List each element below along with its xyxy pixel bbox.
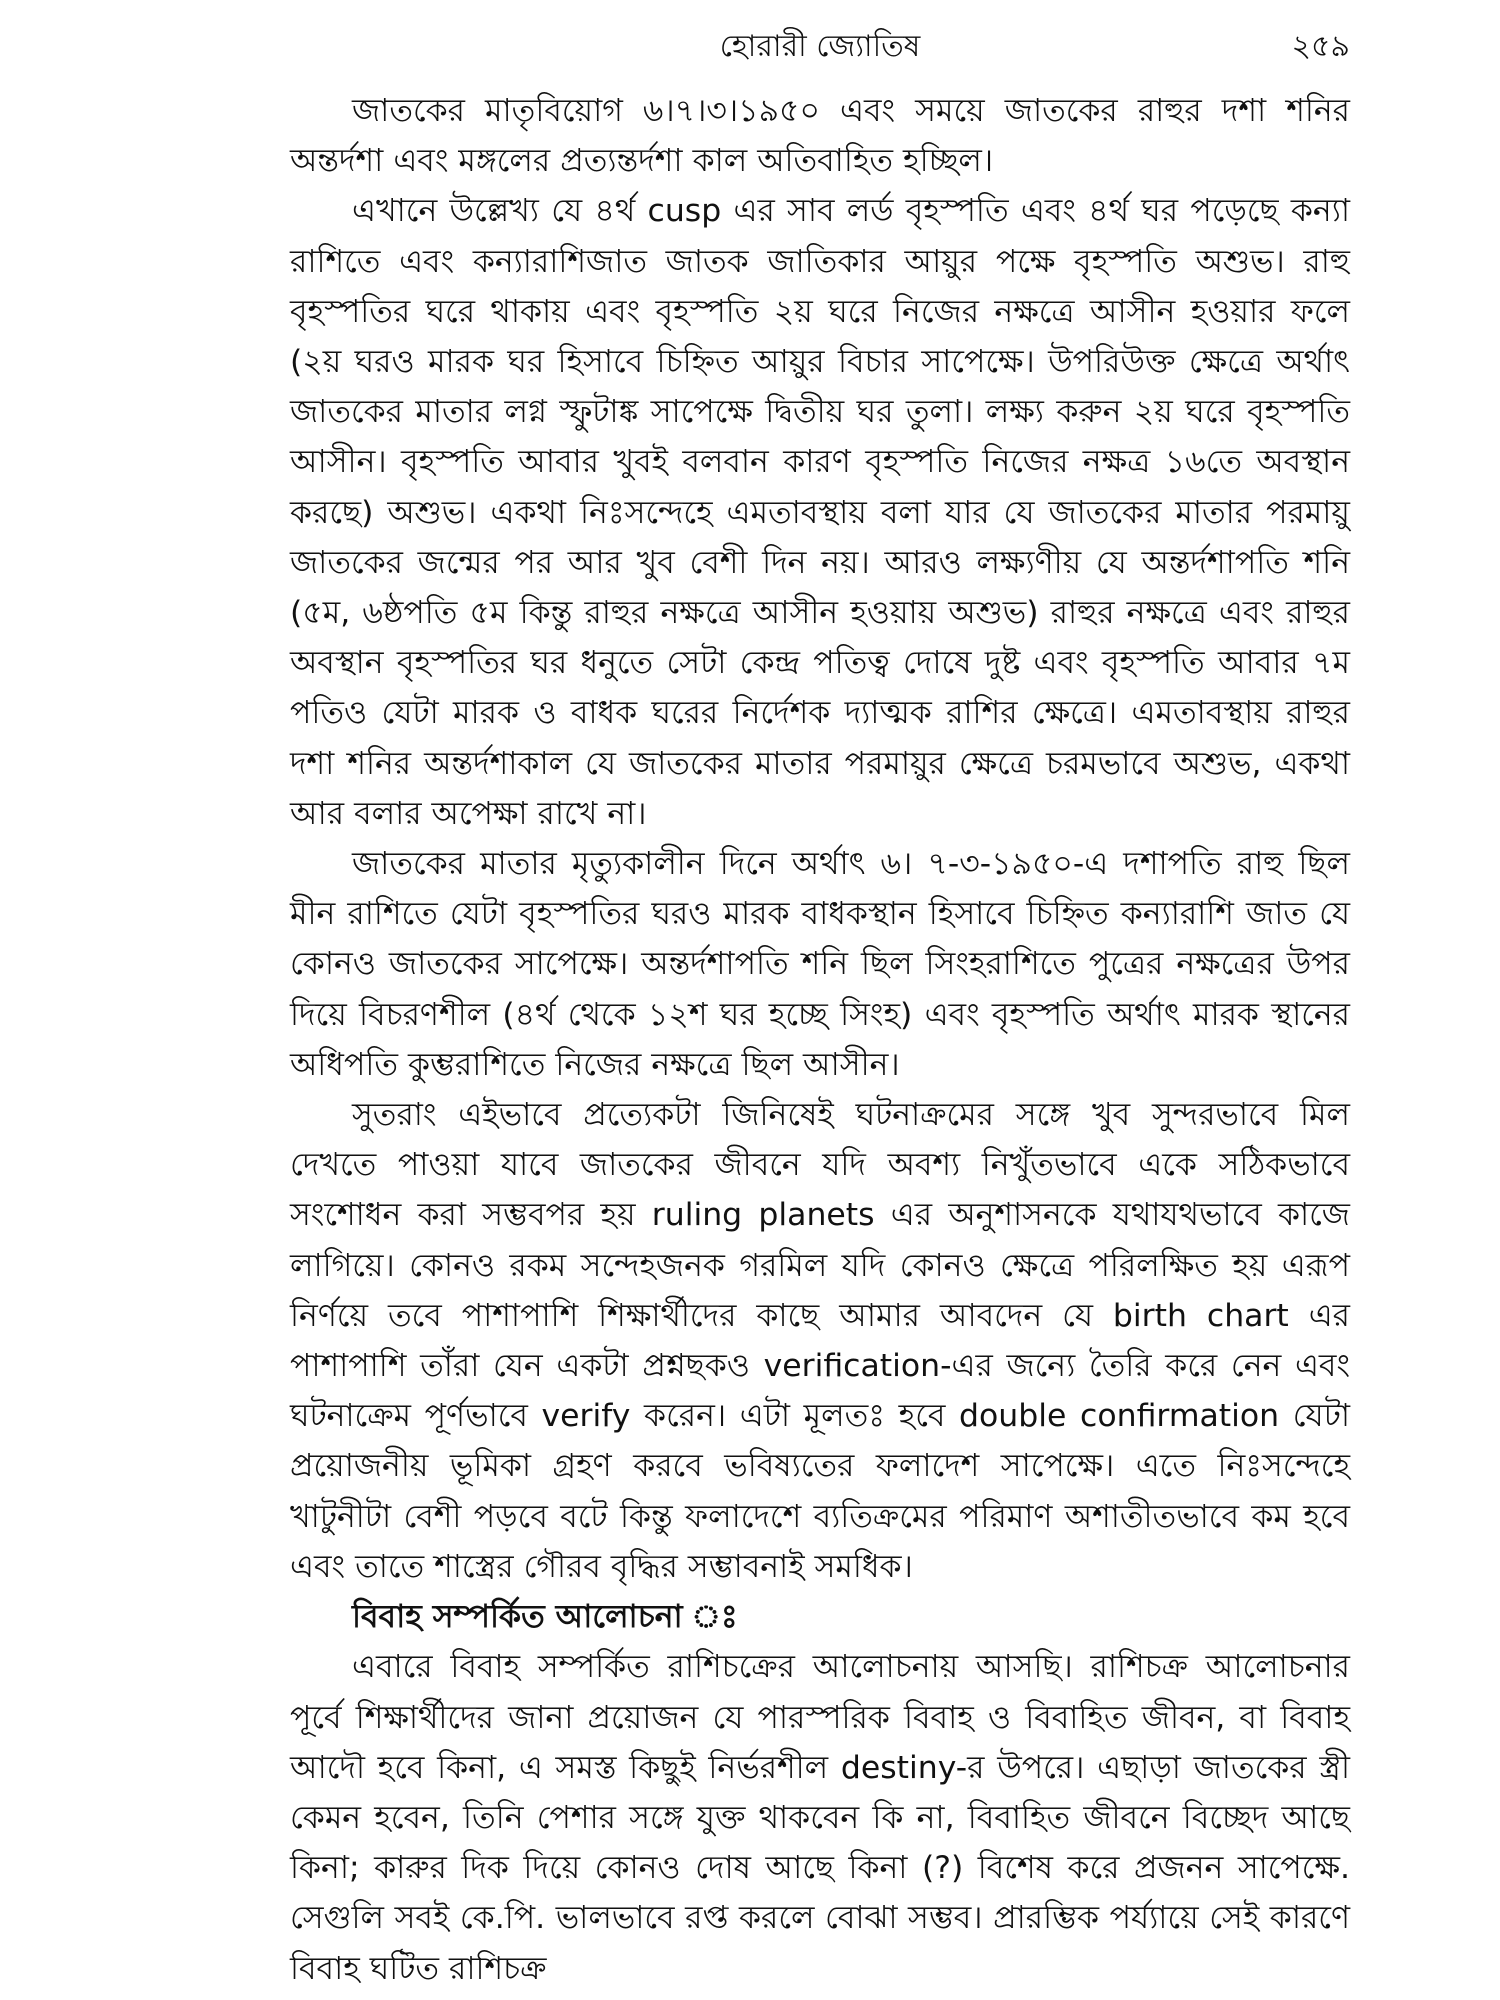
- paragraph: এখানে উল্লেখ্য যে ৪র্থ cusp এর সাব লর্ড বৃহস্পতি এবং ৪র্থ ঘর পড়েছে কন্যা রাশিতে এবং কন্যারাশিজাত জাতক জাতিকার আয়ুর পক্ষে বৃহস্পতি অশুভ। রাহু বৃহস্পতির ঘরে থাকায় এবং বৃহস্পতি ২য় ঘরে নিজের নক্ষত্রে আসীন হওয়ার ফলে (২য় ঘরও মারক ঘর হিসাবে চিহ্নিত আয়ুর বিচার সাপেক্ষে। উপরিউক্ত ক্ষেত্রে অর্থাৎ জাতকের মাতার লগ্ন স্ফুটাঙ্ক সাপেক্ষে দ্বিতীয় ঘর তুলা। লক্ষ্য করুন ২য় ঘরে বৃহস্পতি আসীন। বৃহস্পতি আবার খুবই বলবান কারণ বৃহস্পতি নিজের নক্ষত্র ১৬তে অবস্থান করছে) অশুভ। একথা নিঃসন্দেহে এমতাবস্থায় বলা যার যে জাতকের মাতার পরমায়ু জাতকের জন্মের পর আর খুব বেশী দিন নয়। আরও লক্ষ্যণীয় যে অন্তর্দশাপতি শনি (৫ম, ৬ষ্ঠপতি ৫ম কিন্তু রাহুর নক্ষত্রে আসীন হওয়ায় অশুভ) রাহুর নক্ষত্রে এবং রাহুর অবস্থান বৃহস্পতির ঘর ধনুতে সেটা কেন্দ্র পতিত্ব দোষে দুষ্ট এবং বৃহস্পতি আবার ৭ম পতিও যেটা মারক ও বাধক ঘরের নির্দেশক দ্যাত্মক রাশির ক্ষেত্রে। এমতাবস্থায় রাহুর দশা শনির অন্তর্দশাকাল যে জাতকের মাতার পরমায়ুর ক্ষেত্রে চরমভাবে অশুভ, একথা আর বলার অপেক্ষা রাখে না।: [290, 193, 1350, 832]
- running-header: [290, 22, 1350, 72]
- paragraph: এবারে বিবাহ সম্পর্কিত রাশিচক্রের আলোচনায় আসছি। রাশিচক্র আলোচনার পূর্বে শিক্ষার্থীদের জানা প্রয়োজন যে পারস্পরিক বিবাহ ও বিবাহিত জীবন, বা বিবাহ আদৌ হবে কিনা, এ সমস্ত কিছুই নির্ভরশীল destiny-র উপরে। এছাড়া জাতকের স্ত্রী কেমন হবেন, তিনি পেশার সঙ্গে যুক্ত থাকবেন কি না, বিবাহিত জীবনে বিচ্ছেদ আছে কিনা; কারুর দিক দিয়ে কোনও দোষ আছে কিনা (?) বিশেষ করে প্রজনন সাপেক্ষে. সেগুলি সবই কে.পি. ভালভাবে রপ্ত করলে বোঝা সম্ভব। প্রারম্ভিক পর্য্যায়ে সেই কারণে বিবাহ ঘটিত রাশিচক্র: [290, 1649, 1350, 1987]
- paragraph: জাতকের মাতৃবিয়োগ ৬।৭।৩।১৯৫০ এবং সময়ে জাতকের রাহুর দশা শনির অন্তর্দশা এবং মঙ্গলের প্রত্যন্তর্দশা কাল অতিবাহিত হচ্ছিল।: [290, 93, 1350, 180]
- paragraph: সুতরাং এইভাবে প্রত্যেকটা জিনিষেই ঘটনাক্রমের সঙ্গে খুব সুন্দরভাবে মিল দেখতে পাওয়া যাবে জাতকের জীবনে যদি অবশ্য নিখুঁতভাবে একে সঠিকভাবে সংশোধন করা সম্ভবপর হয় ruling planets এর অনুশাসনকে যথাযথভাবে কাজে লাগিয়ে। কোনও রকম সন্দেহজনক গরমিল যদি কোনও ক্ষেত্রে পরিলক্ষিত হয় এরূপ নির্ণয়ে তবে পাশাপাশি শিক্ষার্থীদের কাছে আমার আবদেন যে birth chart এর পাশাপাশি তাঁরা যেন একটা প্রশ্নছকও verification-এর জন্যে তৈরি করে নেন এবং ঘটনাক্রেম পূর্ণভাবে verify করেন। এটা মূলতঃ হবে double confirmation যেটা প্রয়োজনীয় ভূমিকা গ্রহণ করবে ভবিষ্যতের ফলাদেশ সাপেক্ষে। এতে নিঃসন্দেহে খাটুনীটা বেশী পড়বে বটে কিন্তু ফলাদেশে ব্যতিক্রমের পরিমাণ অশাতীতভাবে কম হবে এবং তাতে শাস্ত্রের গৌরব বৃদ্ধির সম্ভাবনাই সমধিক।: [290, 1097, 1350, 1585]
- body-text: [290, 86, 1350, 1994]
- paragraph: জাতকের মাতার মৃত্যুকালীন দিনে অর্থাৎ ৬। ৭-৩-১৯৫০-এ দশাপতি রাহু ছিল মীন রাশিতে যেটা বৃহস্পতির ঘরও মারক বাধকস্থান হিসাবে চিহ্নিত কন্যারাশি জাত যে কোনও জাতকের সাপেক্ষে। অন্তর্দশাপতি শনি ছিল সিংহরাশিতে পুত্রের নক্ষত্রের উপর দিয়ে বিচরণশীল (৪র্থ থেকে ১২শ ঘর হচ্ছে সিংহ) এবং বৃহস্পতি অর্থাৎ মারক স্থানের অধিপতি কুম্ভরাশিতে নিজের নক্ষত্রে ছিল আসীন।: [290, 846, 1350, 1083]
- page-number: ২৫৯: [1291, 29, 1350, 64]
- running-header-title: হোরারী জ্যোতিষ: [719, 29, 921, 64]
- section-heading: বিবাহ সম্পর্কিত আলোচনা ঃ: [352, 1599, 738, 1636]
